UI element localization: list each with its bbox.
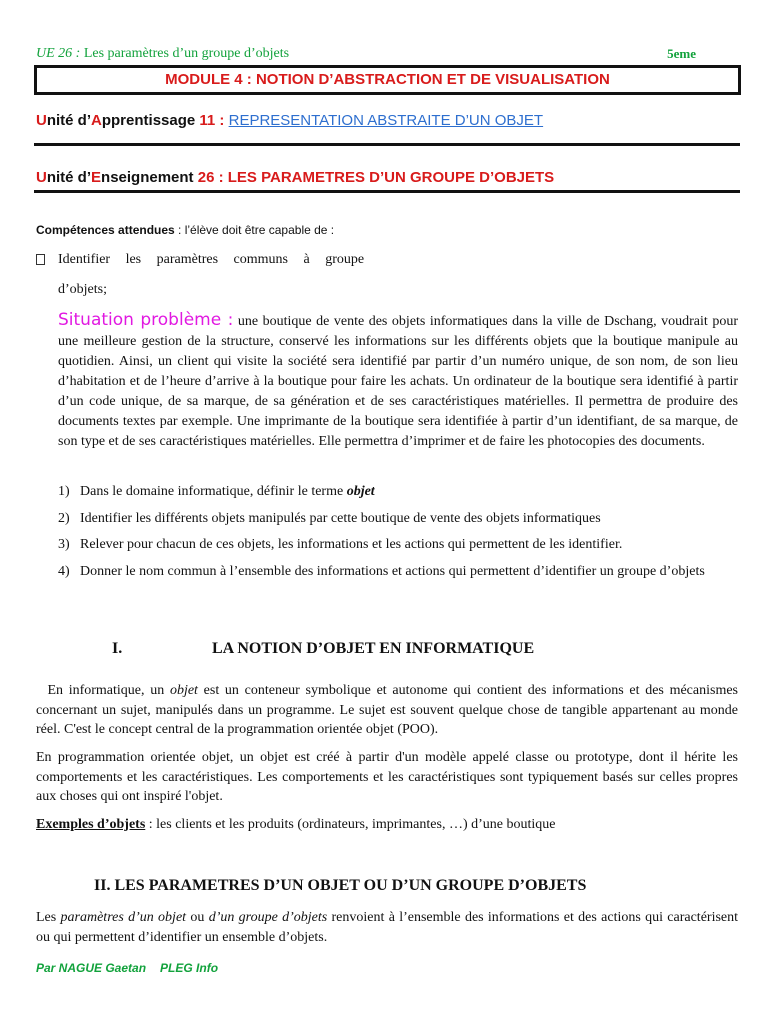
footer-org: PLEG Info bbox=[160, 961, 219, 975]
question-text: Relever pour chacun de ces objets, les informations et les actions qui permettent de les identifier. bbox=[80, 537, 623, 552]
section-1-number: I. bbox=[112, 640, 123, 657]
ue-nseignement: nseignement bbox=[101, 169, 194, 186]
competences-text: : l’élève doit être capable de : bbox=[174, 223, 335, 237]
ua-pprentissage: pprentissage bbox=[101, 112, 196, 129]
ue-nite: nité d’ bbox=[46, 169, 92, 186]
questions-list bbox=[58, 482, 738, 588]
list-item bbox=[58, 482, 738, 502]
ua-initial-a: A bbox=[91, 112, 102, 129]
competences-line bbox=[36, 223, 334, 237]
question-text: Dans le domaine informatique, définir le terme bbox=[80, 484, 347, 499]
ua-title: REPRESENTATION ABSTRAITE D’UN OBJET bbox=[228, 112, 544, 129]
divider-rule bbox=[34, 190, 740, 193]
examples-label: Exemples d’objets bbox=[36, 817, 146, 832]
question-text: Donner le nom commun à l’ensemble des informations et actions qui permettent d’identifier un groupe d’objets bbox=[80, 563, 705, 579]
question-term: objet bbox=[346, 484, 375, 499]
footer-author: Par NAGUE Gaetan bbox=[36, 961, 147, 975]
ua-nite: nité d’ bbox=[46, 112, 92, 129]
examples-text: : les clients et les produits (ordinateurs, imprimantes, …) d’une boutique bbox=[145, 817, 556, 832]
competence-item-line1: Identifier les paramètres communs à groupe bbox=[58, 252, 365, 267]
p1-before: En informatique, un bbox=[47, 683, 170, 698]
divider-rule bbox=[34, 143, 740, 146]
list-item bbox=[58, 509, 738, 529]
situation-probleme bbox=[58, 310, 738, 452]
section-1-paragraph-2: En programmation orientée objet, un objet est créé à partir d'un modèle appelé classe ou prototype, dont il hérite les comportements et les caractéristiques. Les comportements et les caractéristiques sont typiquement basés sur celles propres aux choses qui ont inspiré l'objet. bbox=[36, 750, 738, 804]
situation-text: une boutique de vente des objets informatiques dans la ville de Dschang, voudrait pour une meilleure gestion de la structure, conservé les informations sur les différents objets que la boutique manipule au quotidien. Ainsi, un client qui visite la société sera identifié par partir d’un numéro unique, de son nom, de son lieu d’habitation et de l’heure d’arrive à la boutique pour faire les achats. Un ordinateur de la boutique sera identifié à partir d’un code unique, de sa marque, de sa génération et de ses caractéristiques matérielles. Il permettra de produire des documents textes par exemple. Une imprimante de la boutique sera identifiée à partir d’un identifiant, de sa marque, de son type et de ses caractéristiques matérielles. Elle permettra d’imprimer et de faire les photocopies des documents. bbox=[58, 314, 738, 449]
section-2-title: II. LES PARAMETRES D’UN OBJET OU D’UN GROUPE D’OBJETS bbox=[94, 877, 587, 894]
p1-term: objet bbox=[169, 683, 198, 698]
question-number: 3) bbox=[58, 537, 70, 552]
module-title-box bbox=[34, 65, 741, 95]
unite-enseignement-heading bbox=[36, 169, 554, 186]
examples-line bbox=[36, 817, 555, 833]
section-2-paragraph bbox=[36, 908, 738, 947]
bullet-box-icon bbox=[36, 254, 45, 265]
p3-term-1: paramètres d’un objet bbox=[60, 910, 187, 925]
competence-item bbox=[36, 252, 364, 268]
question-number: 1) bbox=[58, 484, 70, 499]
list-item bbox=[58, 535, 738, 555]
ue-title: Les paramètres d’un groupe d’objets bbox=[83, 46, 290, 61]
module-title: MODULE 4 : NOTION D’ABSTRACTION ET DE VISUALISATION bbox=[165, 71, 610, 88]
page-footer bbox=[36, 961, 218, 975]
question-text: Identifier les différents objets manipulés par cette boutique de vente des objets informatiques bbox=[80, 510, 601, 526]
situation-label: Situation problème : bbox=[58, 310, 234, 330]
p3-end: renvoient à l’ensemble des informations et des actions qui caractérisent ou qui permettent d’identifier un ensemble d’objets. bbox=[36, 910, 739, 945]
p3-start: Les bbox=[36, 910, 61, 925]
list-item bbox=[58, 562, 738, 582]
page-header bbox=[36, 46, 696, 62]
p3-term-2: d’un groupe d’objets bbox=[208, 910, 328, 925]
class-level: 5eme bbox=[667, 46, 696, 61]
ue-initial-u: U bbox=[36, 169, 47, 186]
competence-item-line2: d’objets; bbox=[58, 282, 107, 297]
ue-rest: 26 : LES PARAMETRES D’UN GROUPE D’OBJETS bbox=[197, 169, 555, 186]
ua-initial-u: U bbox=[36, 112, 47, 129]
ue-initial-e: E bbox=[91, 169, 102, 186]
section-1-title: LA NOTION D’OBJET EN INFORMATIQUE bbox=[212, 640, 535, 657]
p1-after: est un conteneur symbolique et autonome qui contient des informations et des mécanismes concernant un sujet, manipulés dans un programme. Le sujet est souvent quelque chose de tangible appartenant au monde réel. C'est le concept central de la programmation orientée objet (POO). bbox=[36, 683, 738, 737]
competences-label: Compétences attendues bbox=[36, 223, 175, 237]
question-number: 4) bbox=[58, 563, 70, 579]
section-1-paragraph-1 bbox=[36, 681, 738, 740]
unite-apprentissage-heading bbox=[36, 112, 543, 129]
question-number: 2) bbox=[58, 510, 70, 526]
ua-number: 11 : bbox=[199, 112, 225, 129]
p3-mid: ou bbox=[186, 910, 209, 925]
ue-code: UE 26 : bbox=[36, 46, 81, 61]
